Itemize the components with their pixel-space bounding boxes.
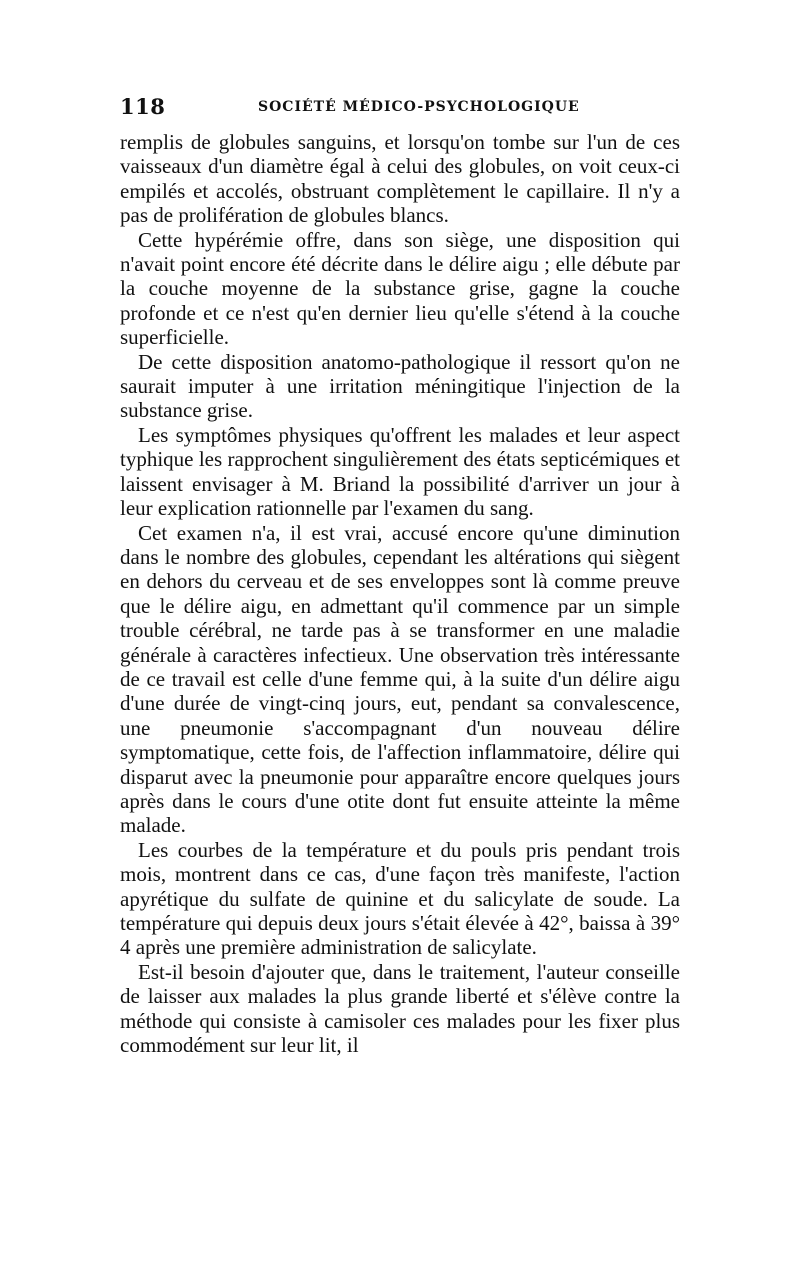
paragraph: De cette disposition anatomo-pathologique il ressort qu'on ne saurait imputer à une irritation méningitique l'injection de la substance grise. [120,349,680,423]
page-number: 118 [120,94,166,119]
body-text [120,130,680,1057]
page-header [120,94,680,124]
paragraph-continuation: remplis de globules sanguins, et lorsqu'on tombe sur l'un de ces vaisseaux d'un diamètre égal à celui des globules, on voit ceux-ci empilés et accolés, obstruant complètement le capillaire. Il n'y a pas de prolifération de globules blancs. [120,130,680,228]
paragraph: Les courbes de la température et du pouls pris pendant trois mois, montrent dans ce cas, d'une façon très manifeste, l'action apyrétique du sulfate de quinine et du salicylate de soude. La température qui depuis deux jours s'était élevée à 42°, baissa à 39° 4 après une première administration de salicylate. [120,837,680,960]
paragraph: Les symptômes physiques qu'offrent les malades et leur aspect typhique les rapprochent singulièrement des états septicémiques et laissent envisager à M. Briand la possibilité d'arriver un jour à leur explication rationnelle par l'examen du sang. [120,422,680,521]
paragraph: Cette hypérémie offre, dans son siège, une disposition qui n'avait point encore été décrite dans le délire aigu ; elle débute par la couche moyenne de la substance grise, gagne la couche profonde et ce n'est qu'en dernier lieu qu'elle s'étend à la couche superficielle. [120,227,680,350]
paragraph: Cet examen n'a, il est vrai, accusé encore qu'une diminution dans le nombre des globules, cependant les altérations qui siègent en dehors du cerveau et de ses enveloppes sont là comme preuve que le délire aigu, en admettant qu'il commence par un simple trouble cérébral, ne tarde pas à se transformer en une maladie générale à caractères infectieux. Une observation très intéressante de ce travail est celle d'une femme qui, à la suite d'un délire aigu d'une durée de vingt-cinq jours, eut, pendant sa convalescence, une pneumonie s'accompagnant d'un nouveau délire symptomatique, cette fois, de l'affection inflammatoire, délire qui disparut avec la pneumonie pour apparaître encore quelques jours après dans le cours d'une otite dont fut ensuite atteinte la même malade. [120,520,680,838]
paragraph: Est-il besoin d'ajouter que, dans le traitement, l'auteur conseille de laisser aux malades la plus grande liberté et s'élève contre la méthode qui consiste à camisoler ces malades pour les fixer plus commodément sur leur lit, il [120,959,680,1058]
running-head: SOCIÉTÉ MÉDICO-PSYCHOLOGIQUE [258,99,580,115]
